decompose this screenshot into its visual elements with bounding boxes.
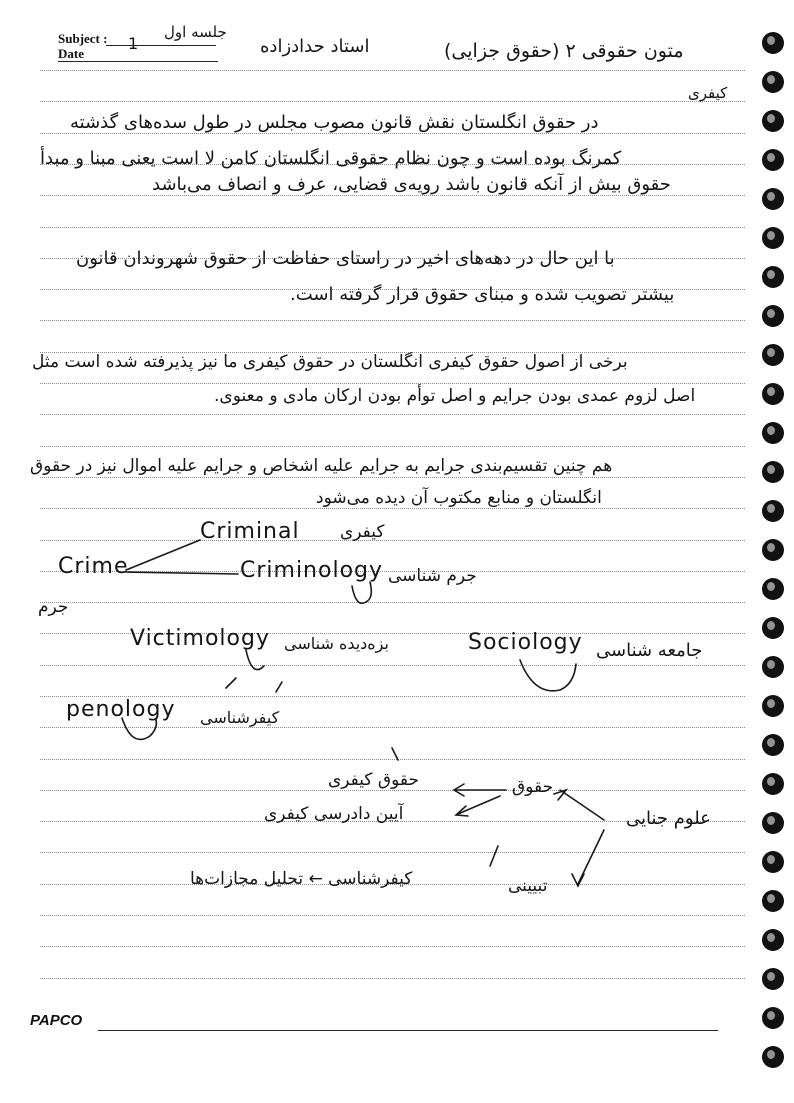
date-value: 1 xyxy=(128,34,139,53)
paragraph-2-line-1: با این حال در دهه‌های اخیر در راستای حفاظت از حقوق شهروندان قانون xyxy=(76,248,615,269)
paragraph-4-line-2: انگلستان و منابع مکتوب آن دیده می‌شود xyxy=(316,488,602,508)
node-explanatory: تبیینی xyxy=(508,876,548,896)
arrow-to-explanatory xyxy=(578,830,604,884)
node-criminal-law: حقوق کیفری xyxy=(328,770,419,790)
date-label: Date xyxy=(58,46,84,61)
node-procedure: آیین دادرسی کیفری xyxy=(264,804,404,824)
session-note: جلسه اول xyxy=(164,23,227,41)
term-crime-fa: جرم xyxy=(38,597,69,617)
term-criminology-fa: جرم شناسی xyxy=(388,566,477,586)
term-criminal: Criminal xyxy=(200,519,300,544)
branch-criminology xyxy=(126,572,238,574)
term-sociology-fa: جامعه شناسی xyxy=(596,640,703,661)
term-victimology-fa: بزه‌دیده شناسی xyxy=(284,634,389,653)
term-criminology: Criminology xyxy=(240,558,384,583)
subject-label: Subject : xyxy=(58,31,108,46)
page-title: متون حقوقی ۲ (حقوق جزایی) xyxy=(444,40,684,62)
hook-criminology xyxy=(352,582,371,603)
arrow-to-law xyxy=(560,790,604,820)
hook-sociology xyxy=(520,660,576,691)
term-crime: Crime xyxy=(58,554,129,579)
node-criminal-sciences: علوم جنایی xyxy=(626,808,711,829)
term-victimology: Victimology xyxy=(130,626,270,651)
paragraph-2-line-2: بیشتر تصویب شده و مبنای حقوق قرار گرفته است. xyxy=(290,284,675,305)
paragraph-3-line-1: برخی از اصول حقوق کیفری انگلستان در حقوق کیفری ما نیز پذیرفته شده است مثل xyxy=(32,352,628,372)
term-penology-fa: کیفرشناسی xyxy=(200,708,280,727)
paragraph-1-line-2: کمرنگ بوده است و چون نظام حقوقی انگلستان کامن لا است یعنی مبنا و مبدأ xyxy=(40,148,622,169)
paragraph-4-line-1: هم چنین تقسیم‌بندی جرایم به جرایم علیه اشخاص و جرایم علیه اموال نیز در حقوق xyxy=(30,456,613,476)
term-sociology: Sociology xyxy=(468,630,583,655)
teacher-name: استاد حدادزاده xyxy=(260,36,370,57)
brand-logo: PAPCO xyxy=(30,1012,83,1029)
node-law: حقوق xyxy=(512,777,554,797)
footer-line xyxy=(98,1030,718,1031)
hook-penology xyxy=(122,718,156,739)
paragraph-1-line-3: حقوق بیش از آنکه قانون باشد رویه‌ی قضایی، عرف و انصاف می‌باشد xyxy=(152,174,671,195)
arrow-to-procedure xyxy=(458,796,500,814)
branch-criminal xyxy=(126,540,200,570)
term-criminal-fa: کیفری xyxy=(340,522,385,542)
paragraph-1-line-1: در حقوق انگلستان نقش قانون مصوب مجلس در طول سده‌های گذشته xyxy=(70,112,599,133)
node-penology-analysis: کیفرشناسی ← تحلیل مجازات‌ها xyxy=(190,869,413,889)
paragraph-3-line-2: اصل لزوم عمدی بودن جرایم و اصل توأم بودن ارکان مادی و معنوی. xyxy=(214,386,696,406)
topic-note: کیفری xyxy=(688,84,728,102)
term-penology: penology xyxy=(66,697,176,722)
hook-victimology xyxy=(246,650,264,670)
